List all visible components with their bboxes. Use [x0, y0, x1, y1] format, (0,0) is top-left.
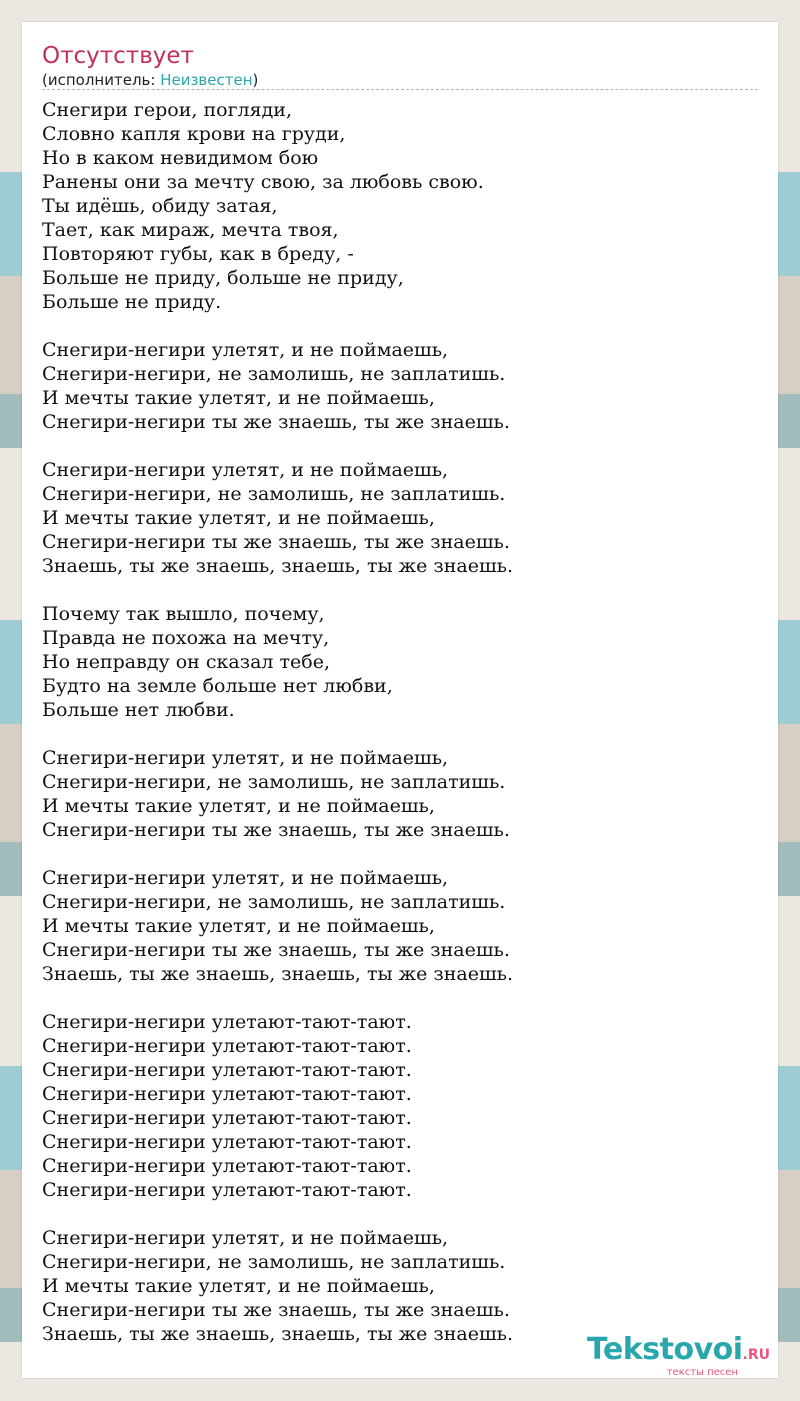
lyric-line: Снегири-негири улетают-тают-тают.: [42, 1155, 412, 1177]
stanza-break: [42, 986, 758, 1010]
lyric-line: Снегири-негири улетят, и не поймаешь,: [42, 1227, 449, 1249]
lyric-line: И мечты такие улетят, и не поймаешь,: [42, 1275, 435, 1297]
site-logo[interactable]: [586, 1332, 770, 1378]
stanza-break: [42, 434, 758, 458]
lyric-line: Снегири-негири улетают-тают-тают.: [42, 1083, 412, 1105]
lyric-line: Знаешь, ты же знаешь, знаешь, ты же знаешь.: [42, 963, 514, 985]
lyric-line: Снегири-негири ты же знаешь, ты же знаешь.: [42, 411, 510, 433]
lyric-line: Снегири герои, погляди,: [42, 99, 292, 121]
lyric-line: Больше нет любви.: [42, 699, 235, 721]
artist-suffix: ): [252, 71, 259, 89]
lyric-line: Снегири-негири, не замолишь, не заплатишь.: [42, 1251, 506, 1273]
stanza-break: [42, 314, 758, 338]
lyric-line: Снегири-негири улетят, и не поймаешь,: [42, 459, 449, 481]
lyric-line: Больше не приду.: [42, 291, 222, 313]
lyric-line: Снегири-негири улетят, и не поймаешь,: [42, 867, 449, 889]
lyrics-card: [22, 22, 778, 1378]
lyric-line: Снегири-негири улетают-тают-тают.: [42, 1059, 412, 1081]
lyric-line: Снегири-негири, не замолишь, не заплатишь.: [42, 363, 506, 385]
lyric-line: Но неправду он сказал тебе,: [42, 651, 330, 673]
lyric-line: Знаешь, ты же знаешь, знаешь, ты же знаешь.: [42, 1323, 514, 1345]
lyric-line: Снегири-негири, не замолишь, не заплатишь.: [42, 891, 506, 913]
lyric-line: Ранены они за мечту свою, за любовь свою.: [42, 171, 484, 193]
lyric-line: Повторяют губы, как в бреду, -: [42, 243, 354, 265]
lyric-line: Почему так вышло, почему,: [42, 603, 325, 625]
artist-prefix: (исполнитель:: [42, 71, 161, 89]
lyric-line: Снегири-негири ты же знаешь, ты же знаешь.: [42, 1299, 510, 1321]
logo-wordmark: [586, 1332, 770, 1370]
lyric-line: Снегири-негири улетают-тают-тают.: [42, 1107, 412, 1129]
stanza-break: [42, 1202, 758, 1226]
lyric-line: Снегири-негири ты же знаешь, ты же знаешь.: [42, 819, 510, 841]
lyric-line: Снегири-негири улетят, и не поймаешь,: [42, 747, 449, 769]
lyrics-text: [42, 98, 758, 1346]
artist-link[interactable]: Неизвестен: [160, 71, 253, 89]
lyric-line: Снегири-негири ты же знаешь, ты же знаешь.: [42, 531, 510, 553]
lyric-line: Тает, как мираж, мечта твоя,: [42, 219, 339, 241]
lyric-line: И мечты такие улетят, и не поймаешь,: [42, 795, 435, 817]
logo-name: Tekstovoi: [586, 1332, 743, 1367]
title-divider: [42, 89, 758, 90]
lyric-line: Знаешь, ты же знаешь, знаешь, ты же знаешь.: [42, 555, 514, 577]
lyric-line: Снегири-негири улетят, и не поймаешь,: [42, 339, 449, 361]
lyric-line: Снегири-негири, не замолишь, не заплатишь.: [42, 771, 506, 793]
lyric-line: Снегири-негири улетают-тают-тают.: [42, 1011, 412, 1033]
song-title: Отсутствует: [42, 43, 194, 69]
logo-tld: .RU: [742, 1347, 770, 1363]
lyric-line: Снегири-негири улетают-тают-тают.: [42, 1131, 412, 1153]
stanza-break: [42, 842, 758, 866]
lyric-line: Снегири-негири улетают-тают-тают.: [42, 1035, 412, 1057]
lyric-line: Снегири-негири ты же знаешь, ты же знаешь.: [42, 939, 510, 961]
logo-tagline: тексты песен: [666, 1367, 738, 1378]
lyric-line: И мечты такие улетят, и не поймаешь,: [42, 915, 435, 937]
lyric-line: Ты идёшь, обиду затая,: [42, 195, 278, 217]
lyric-line: И мечты такие улетят, и не поймаешь,: [42, 507, 435, 529]
lyric-line: Словно капля крови на груди,: [42, 123, 346, 145]
lyric-line: Правда не похожа на мечту,: [42, 627, 330, 649]
lyric-line: Снегири-негири, не замолишь, не заплатишь.: [42, 483, 506, 505]
lyric-line: Больше не приду, больше не приду,: [42, 267, 404, 289]
lyric-line: Будто на земле больше нет любви,: [42, 675, 393, 697]
artist-line: [42, 71, 258, 89]
lyric-line: И мечты такие улетят, и не поймаешь,: [42, 387, 435, 409]
lyric-line: Снегири-негири улетают-тают-тают.: [42, 1179, 412, 1201]
stanza-break: [42, 578, 758, 602]
stanza-break: [42, 722, 758, 746]
lyric-line: Но в каком невидимом бою: [42, 147, 319, 169]
